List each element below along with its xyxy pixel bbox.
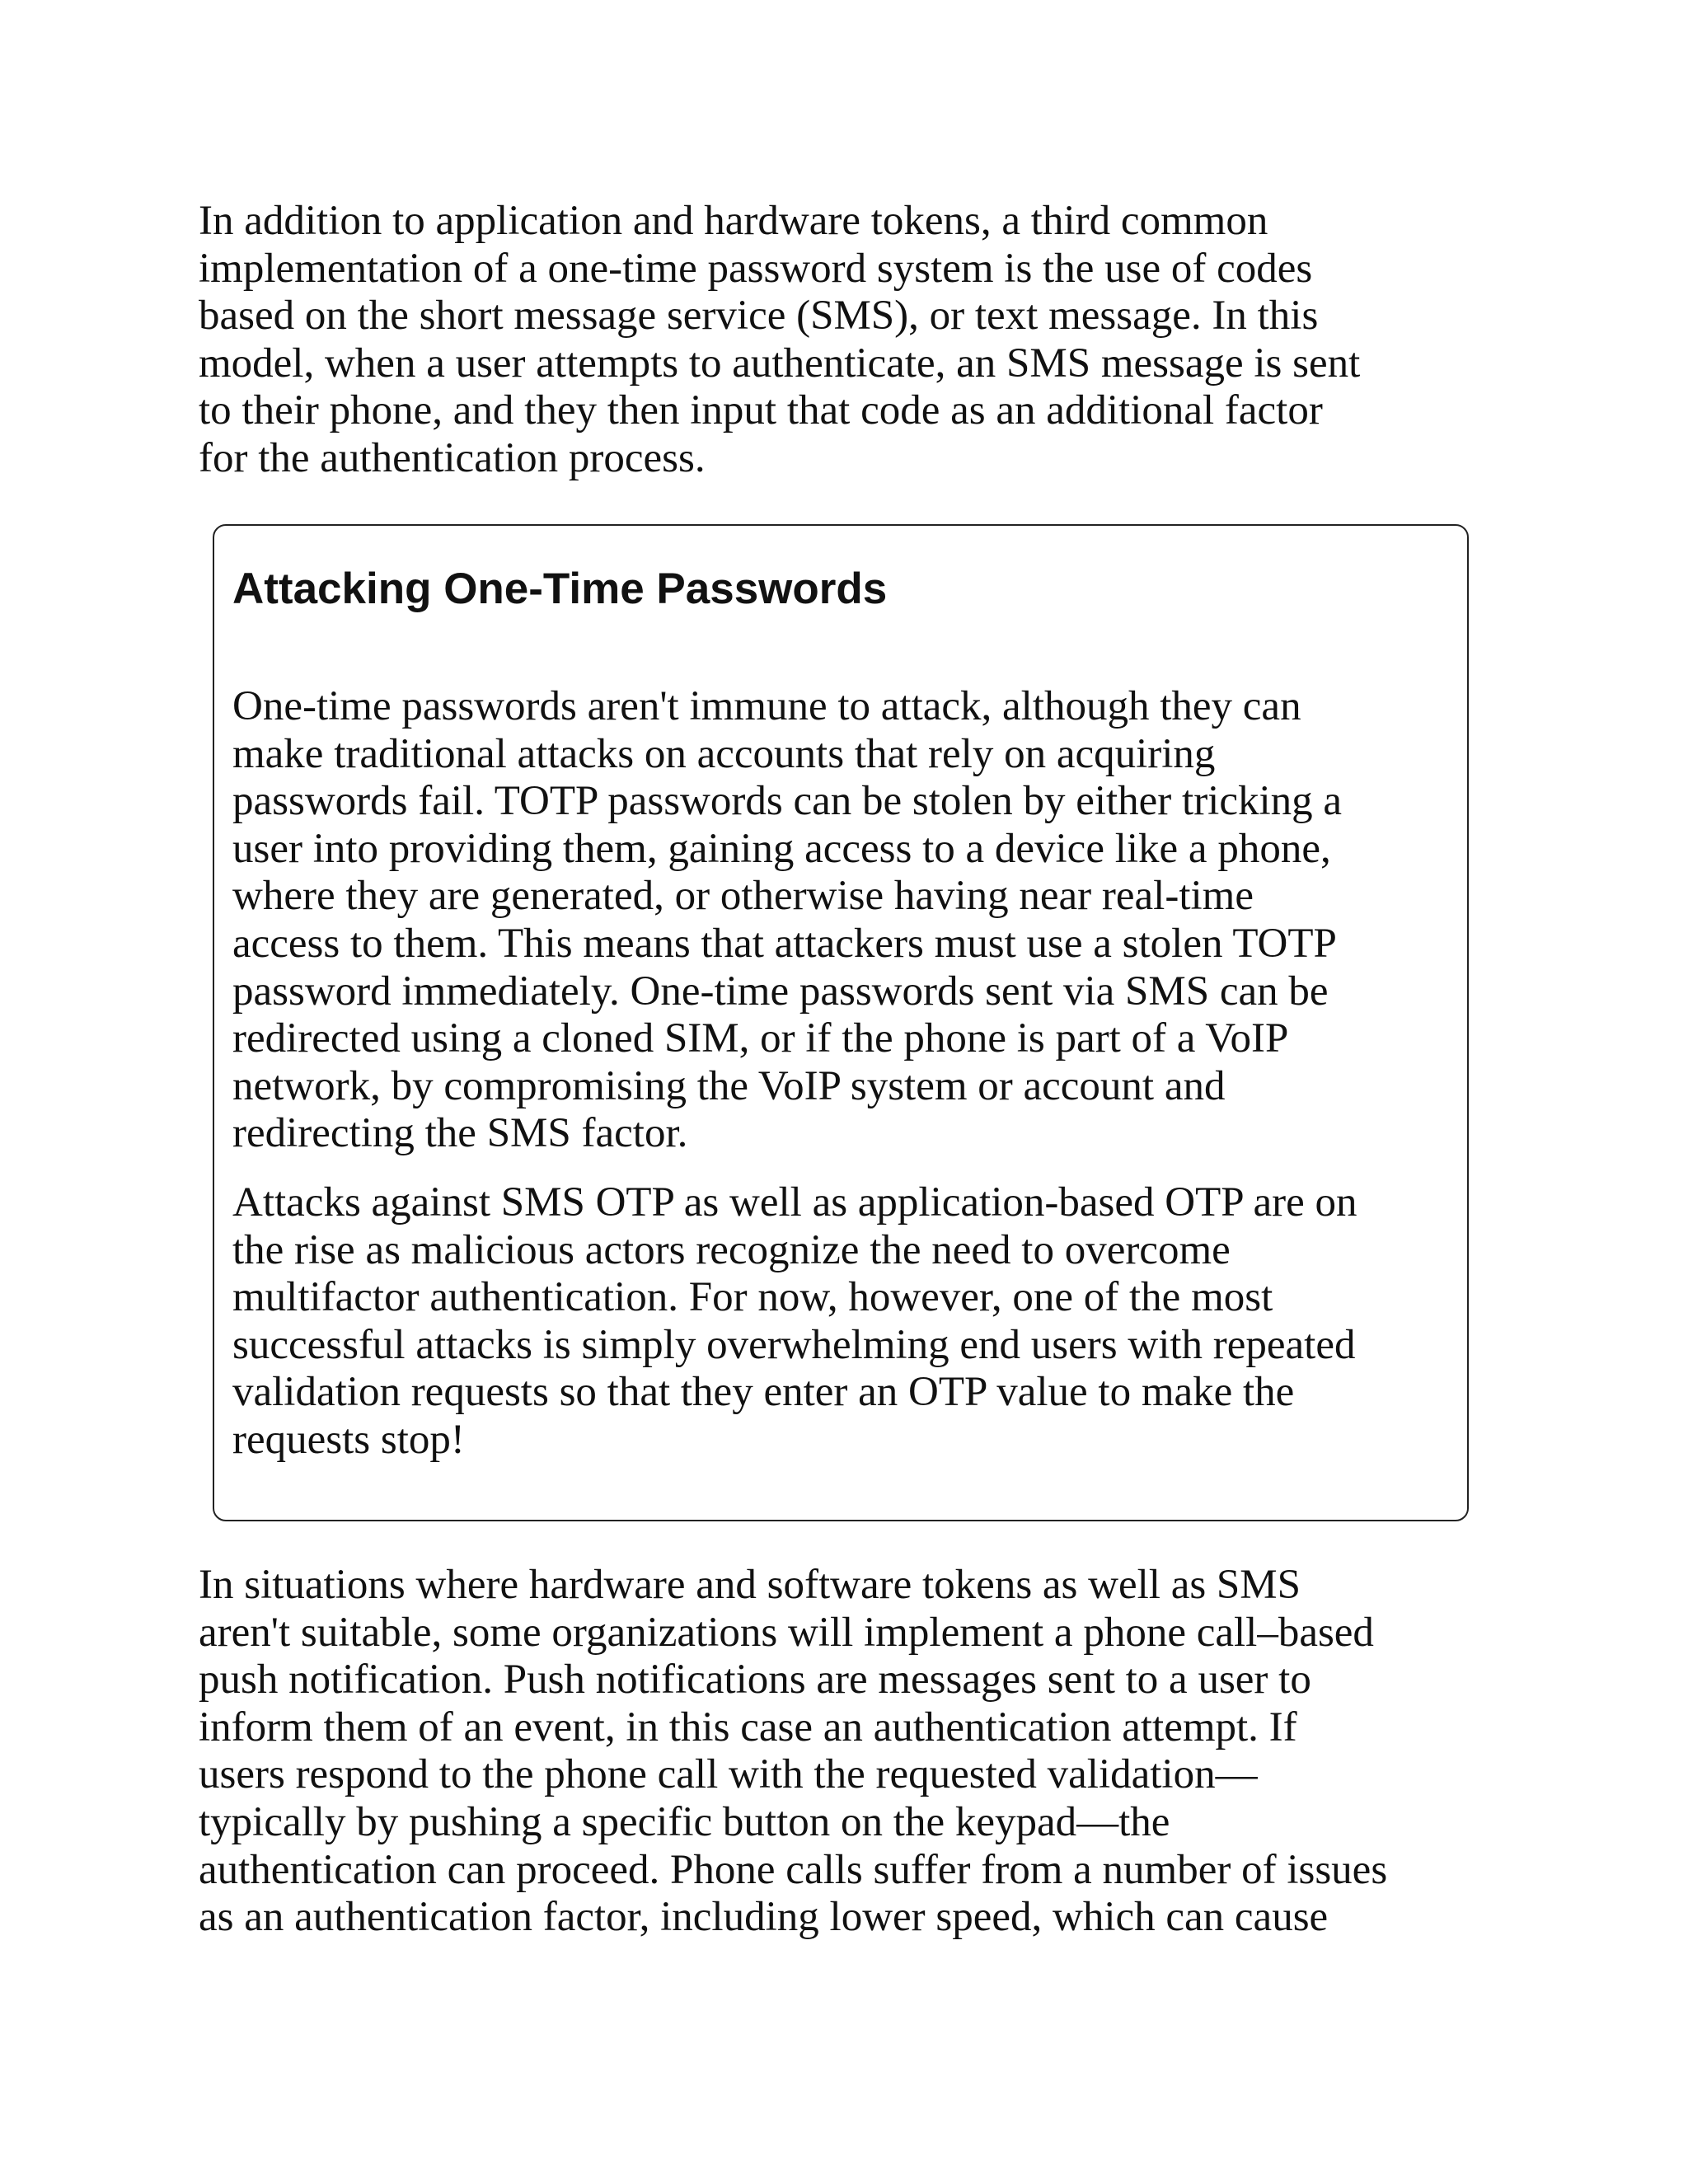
sidebar-paragraph: One-time passwords aren't immune to attack, although they can make traditional attacks on accounts that rely on acquiring passwords fail. TOTP passwords can be stolen by either tricking a user into providing them, gaining access to a device like a phone, where they are generated, or otherwise having near real-time access to them. This means that attackers must use a stolen TOTP password immediately. One-time passwords sent via SMS can be redirected using a cloned SIM, or if the phone is part of a VoIP network, by compromising the VoIP system or account and redirecting the SMS factor. xyxy=(232,683,1343,1157)
body-paragraph: In situations where hardware and software tokens as well as SMS aren't suitable, some organizations will implement a phone call–based push notification. Push notifications are messages sent to a user to inform them of an event, in this case an authentication attempt. If users respond to the phone call with the requested validation— typically by pushing a specific button on the keypad—the authentication can proceed. Phone calls suffer from a number of issues as an authentication factor, including lower speed, which can cause xyxy=(199,1562,1388,1941)
intro-paragraph: In addition to application and hardware tokens, a third common implementation of a one-time password system is the use of codes based on the short message service (SMS), or text message. In this model, when a user attempts to authenticate, an SMS message is sent to their phone, and they then input that code as an additional factor for the authentication process. xyxy=(199,198,1361,481)
sidebar-title: Attacking One-Time Passwords xyxy=(232,565,888,613)
sidebar-paragraph: Attacks against SMS OTP as well as application-based OTP are on the rise as malicious actors recognize the need to overcome multifactor authentication. For now, however, one of the most successful attacks is simply overwhelming end users with repeated validation requests so that they enter an OTP value to make the requests stop! xyxy=(232,1179,1357,1463)
sidebar-box xyxy=(213,524,1469,1521)
